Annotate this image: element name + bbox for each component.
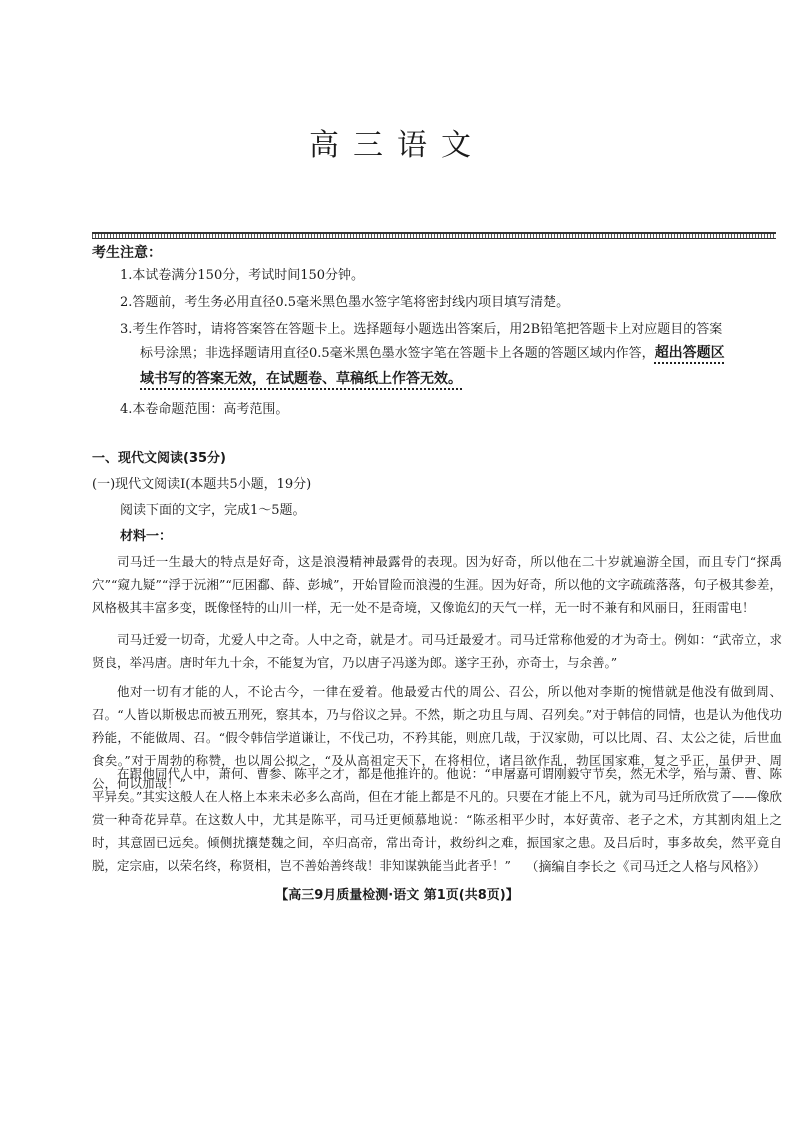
notice-item-3-line2 [140, 340, 790, 367]
section-instruction: 阅读下面的文字，完成1～5题。 [120, 503, 306, 518]
page-title: 高三语文 [309, 128, 485, 163]
notice-item-2: 2.答题前，考生务必用直径0.5毫米黑色墨水签字笔将密封线内项目填写清楚。 [120, 295, 570, 310]
paragraph-1: 司马迁一生最大的特点是好奇，这是浪漫精神最露骨的表现。因为好奇，所以他在二十岁就遍游全国，而且专门“探禹穴”“窥九疑”“浮于沅湘”“厄困鄱、薛、彭城”，开始冒险而浪漫的生涯。因为好奇，所以他的文字疏疏落落，句子极其参差，风格极其丰富多变，既像怪特的山川一样，无一处不是奇境，又像诡幻的天气一样，无一时不兼有和风丽日，狂雨雷电！ [92, 554, 782, 615]
paragraph-3: 他对一切有才能的人，不论古今，一律在爱着。他最爱古代的周公、召公，所以他对李斯的惋惜就是他没有做到周、召。“人皆以斯极忠而被五刑死，察其本，乃与俗议之异。不然，斯之功且与周、召列矣。”对于韩信的同情，也是认为他伐功矜能，不能做周、召。“假令韩信学道谦让，不伐己功，不矜其能，则庶几哉，于汉家勋，可以比周、召、太公之徒，后世血食矣。”对于周勃的称赞，也以周公拟之，“及从高祖定天下，在将相位，诸吕欲作乱，勃匡国家难，复之乎正，虽伊尹、周公，何以加哉！” [92, 684, 782, 791]
page-footer: 【高三9月质量检测·语文 第1页(共8页)】 [275, 888, 519, 903]
notice-item-1: 1.本试卷满分150分，考试时间150分钟。 [120, 268, 365, 283]
notice-item-3-line1: 3.考生作答时，请将答案答在答题卡上。选择题每小题选出答案后，用2B铅笔把答题卡上对应题目的答案 [120, 322, 723, 337]
source-citation: （摘编自李长之《司马迁之人格与风格》） [525, 860, 766, 875]
material-label: 材料一： [120, 529, 173, 544]
section-title: 一、现代文阅读(35分) [92, 451, 226, 466]
header-divider [92, 232, 776, 239]
notice-heading: 考生注意： [92, 245, 162, 261]
paragraph-4: 在跟他同代人中，萧何、曹参、陈平之才，都是他推许的。他说：“申屠嘉可谓刚毅守节矣，然无术学，殆与萧、曹、陈平异矣。”其实这般人在人格上本来未必多么高尚，但在才能上都是不凡的。只要在才能上不凡，就为司马迁所欣赏了——像欣赏一种奇花异草。在这数人中，尤其是陈平，司马迁更倾慕地说：“陈丞相平少时，本好黄帝、老子之术，方其割肉俎上之时，其意固已远矣。倾侧扰攘楚魏之间，卒归高帝，常出奇计，救纷纠之难，振国家之患。及吕后时，事多故矣，然平竟自脱，定宗庙，以荣名终，称贤相，岂不善始善终哉！非知谋孰能当此者乎！” [92, 766, 782, 873]
notice-item-3-text: 标号涂黑；非选择题请用直径0.5毫米黑色墨水签字笔在答题卡上各题的答题区域内作答， [140, 346, 655, 361]
notice-emphasis-2: 域书写的答案无效，在试题卷、草稿纸上作答无效。 [140, 371, 462, 387]
section-subtitle: (一)现代文阅读Ⅰ(本题共5小题，19分) [92, 477, 312, 492]
notice-emphasis-1: 超出答题区 [654, 345, 725, 361]
notice-item-3-line3 [140, 366, 794, 393]
notice-item-4: 4.本卷命题范围：高考范围。 [120, 402, 289, 417]
paragraph-2: 司马迁爱一切奇，尤爱人中之奇。人中之奇，就是才。司马迁最爱才。司马迁常称他爱的才为奇士。例如：“武帝立，求贤良，举冯唐。唐时年九十余，不能复为官，乃以唐子冯遂为郎。遂字王孙，亦奇士，与余善。” [92, 632, 782, 670]
